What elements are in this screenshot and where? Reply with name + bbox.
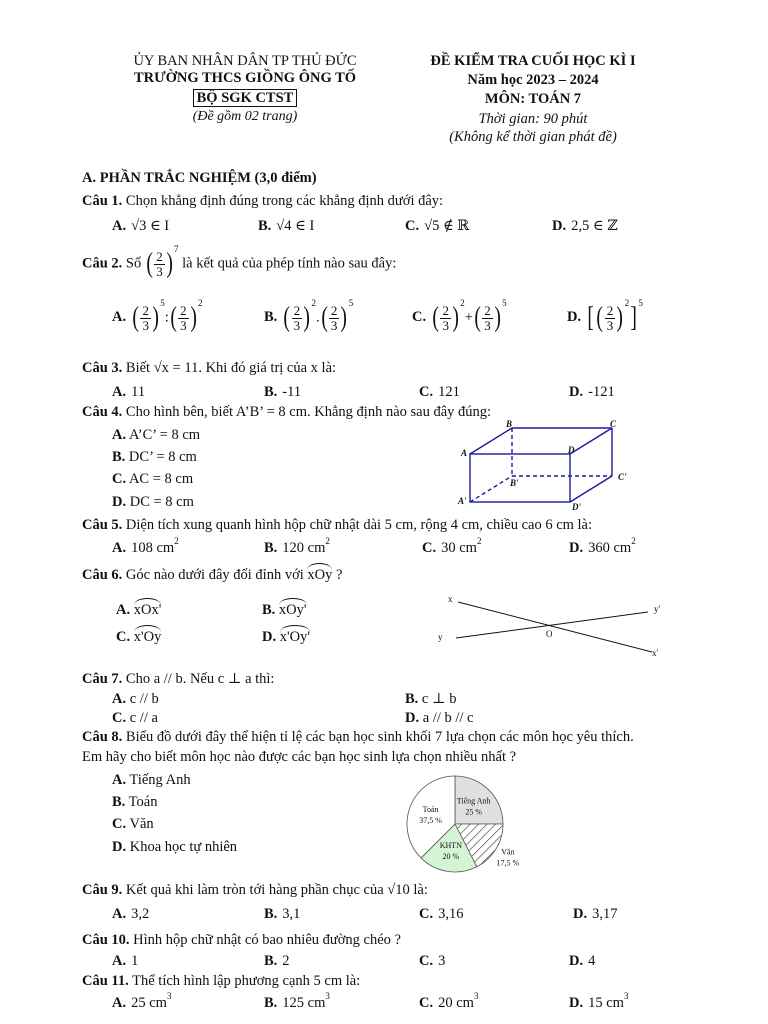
q1-option-c[interactable]: C. √5 ∉ ℝ xyxy=(405,218,470,234)
label-B: B xyxy=(506,419,513,429)
question-1-options xyxy=(112,218,728,240)
intersecting-lines-figure xyxy=(430,590,670,658)
label-y-prime: y' xyxy=(654,604,661,614)
header-right-line4: Thời gian: 90 phút xyxy=(478,111,588,127)
q11-option-c[interactable]: C. 20 $cm^3$ xyxy=(419,991,479,1011)
question-9-options xyxy=(112,906,728,928)
pie-chart xyxy=(405,770,545,876)
pie-label-3: KHTN xyxy=(439,841,462,851)
q2-option-d[interactable]: D. [( $\frac{2}{3}$ )$^2$]$^5$ xyxy=(567,298,643,333)
header-right-line5: (Không kể thời gian phát đề) xyxy=(449,129,617,145)
pie-value-1: 25 % xyxy=(465,807,483,817)
q6-option-a[interactable]: A. xOx' xyxy=(116,599,161,619)
q8-option-d[interactable]: D. Khoa học tự nhiên xyxy=(112,839,238,855)
header-left-line4: (Đề gồm 02 trang) xyxy=(192,109,298,124)
question-3: Câu 3. Biết √x = 11. Khi đó giá trị của x là: xyxy=(82,360,337,376)
question-6: Câu 6. Góc nào dưới đây đối đỉnh với xOy ? xyxy=(82,564,342,584)
label-y: y xyxy=(438,632,443,642)
q7-option-d[interactable]: D. a // b // c xyxy=(405,710,474,726)
question-11: Câu 11. Thể tích hình lập phương cạnh 5 cm là: xyxy=(82,973,361,989)
curriculum-badge: BỘ SGK CTST xyxy=(193,89,298,107)
question-7: Câu 7. Cho a // b. Nếu c ⊥ a thì: xyxy=(82,671,275,687)
q5-option-c[interactable]: C. 30 $cm^2$ xyxy=(422,536,482,556)
q9-option-d[interactable]: D. 3,17 xyxy=(573,906,618,922)
q1-option-d[interactable]: D. 2,5 ∈ ℤ xyxy=(552,218,618,234)
line-xx-prime xyxy=(458,602,652,652)
q8-option-c[interactable]: C. Văn xyxy=(112,816,154,832)
q3-option-c[interactable]: C. 121 xyxy=(419,384,460,400)
q10-option-c[interactable]: C. 3 xyxy=(419,953,446,969)
label-x-prime: x' xyxy=(652,648,659,658)
pie-value-3: 20 % xyxy=(442,852,460,862)
header-right-line3: MÔN: TOÁN 7 xyxy=(484,91,582,107)
label-C-prime: C' xyxy=(618,472,627,482)
pie-label-2: Văn xyxy=(501,847,515,857)
question-1: Câu 1. Chọn khẳng định đúng trong các khẳng định dưới đây: xyxy=(82,193,444,209)
q3-option-b[interactable]: B. -11 xyxy=(264,384,302,400)
q9-option-a[interactable]: A. 3,2 xyxy=(112,906,150,922)
label-A: A xyxy=(461,448,468,458)
q10-option-d[interactable]: D. 4 xyxy=(569,953,596,969)
q11-option-a[interactable]: A. 25 $cm^3$ xyxy=(112,991,172,1011)
question-8-line2: Em hãy cho biết môn học nào được các bạn học sinh lựa chọn nhiều nhất ? xyxy=(82,749,517,765)
label-x: x xyxy=(448,594,453,604)
q10-option-a[interactable]: A. 1 xyxy=(112,953,139,969)
label-O: O xyxy=(546,629,553,639)
q5-option-d[interactable]: D. 360 $cm^2$ xyxy=(569,536,636,556)
q7-option-a[interactable]: A. c // b xyxy=(112,691,159,707)
question-4: Câu 4. Cho hình bên, biết A’B’ = 8 cm. Khẳng định nào sau đây đúng: xyxy=(82,404,492,420)
pie-value-2: 17,5 % xyxy=(496,858,520,868)
header-right-line2: Năm học 2023 – 2024 xyxy=(467,72,599,88)
q6-option-b[interactable]: B. xOy' xyxy=(262,599,307,619)
q11-option-b[interactable]: B. 125 $cm^3$ xyxy=(264,991,330,1011)
q9-option-b[interactable]: B. 3,1 xyxy=(264,906,301,922)
q6-option-c[interactable]: C. x'Oy xyxy=(116,626,161,646)
question-3-options xyxy=(112,384,728,406)
pie-value-0: 37,5 % xyxy=(419,815,442,825)
label-C: C xyxy=(610,419,617,429)
q3-option-a[interactable]: A. 11 xyxy=(112,384,146,400)
q2-option-a[interactable]: A. ( $\frac{2}{3}$ )$^5$:( $\frac{2}{3}$ )$^2$ xyxy=(112,298,203,333)
cuboid-figure xyxy=(450,418,640,514)
pie-label-1: Tiếng Anh xyxy=(456,796,491,806)
label-D: D xyxy=(568,445,575,455)
header-left-line3 xyxy=(110,90,380,107)
label-A-prime: A' xyxy=(458,496,467,506)
q4-option-c[interactable]: C. AC = 8 cm xyxy=(112,471,194,487)
question-8: Câu 8. Biểu đồ dưới đây thể hiện tỉ lệ các bạn học sinh khối 7 lựa chọn các môn học yêu thích. xyxy=(82,729,634,745)
header-right-line1: ĐỀ KIỂM TRA CUỐI HỌC KÌ I xyxy=(430,53,636,69)
question-5-options xyxy=(112,536,728,562)
question-2-options xyxy=(112,298,728,342)
q7-option-c[interactable]: C. c // a xyxy=(112,710,158,726)
q4-option-d[interactable]: D. DC = 8 cm xyxy=(112,494,194,510)
q11-option-d[interactable]: D. 15 $cm^3$ xyxy=(569,991,629,1011)
question-11-options xyxy=(112,991,728,1017)
q5-option-b[interactable]: B. 120 $cm^2$ xyxy=(264,536,330,556)
pie-label-0: Toán xyxy=(422,804,439,814)
question-10: Câu 10. Hình hộp chữ nhật có bao nhiêu đường chéo ? xyxy=(82,932,401,948)
q5-option-a[interactable]: A. 108 $cm^2$ xyxy=(112,536,179,556)
q1-option-a[interactable]: A. √3 ∈ I xyxy=(112,218,170,234)
q1-option-b[interactable]: B. √4 ∈ I xyxy=(258,218,315,234)
cuboid-front-face xyxy=(470,454,570,502)
q3-option-d[interactable]: D. -121 xyxy=(569,384,615,400)
q8-option-b[interactable]: B. Toán xyxy=(112,794,158,810)
q4-option-a[interactable]: A. A’C’ = 8 cm xyxy=(112,427,201,443)
q7-option-b[interactable]: B. c ⊥ b xyxy=(405,691,457,707)
q2-option-b[interactable]: B. ( $\frac{2}{3}$ )$^2$.( $\frac{2}{3}$ )$^5$ xyxy=(264,298,354,333)
header-left-line2: TRƯỜNG THCS GIỒNG ÔNG TỐ xyxy=(133,70,357,86)
label-B-prime: B' xyxy=(510,478,519,488)
question-2: Câu 2. Số ( $\frac{2}{3}$ )$^7$ là kết quả của phép tính nào sau đây: xyxy=(82,244,397,279)
q2-option-c[interactable]: C. ( $\frac{2}{3}$ )$^2$+( $\frac{2}{3}$ )$^5$ xyxy=(412,298,507,333)
question-9: Câu 9. Kết quả khi làm tròn tới hàng phần chục của √10 là: xyxy=(82,882,428,898)
q8-option-a[interactable]: A. Tiếng Anh xyxy=(112,772,191,788)
q9-option-c[interactable]: C. 3,16 xyxy=(419,906,464,922)
question-5: Câu 5. Diện tích xung quanh hình hộp chữ nhật dài 5 cm, rộng 4 cm, chiều cao 6 cm là: xyxy=(82,517,593,533)
question-10-options xyxy=(112,953,728,975)
q4-option-b[interactable]: B. DC’ = 8 cm xyxy=(112,449,197,465)
label-D-prime: D' xyxy=(572,502,581,512)
section-title: A. PHẦN TRẮC NGHIỆM (3,0 điểm) xyxy=(82,170,317,186)
q6-option-d[interactable]: D. x'Oy' xyxy=(262,626,310,646)
q10-option-b[interactable]: B. 2 xyxy=(264,953,290,969)
header-left-line1: ỦY BAN NHÂN DÂN TP THỦ ĐỨC xyxy=(133,53,357,69)
